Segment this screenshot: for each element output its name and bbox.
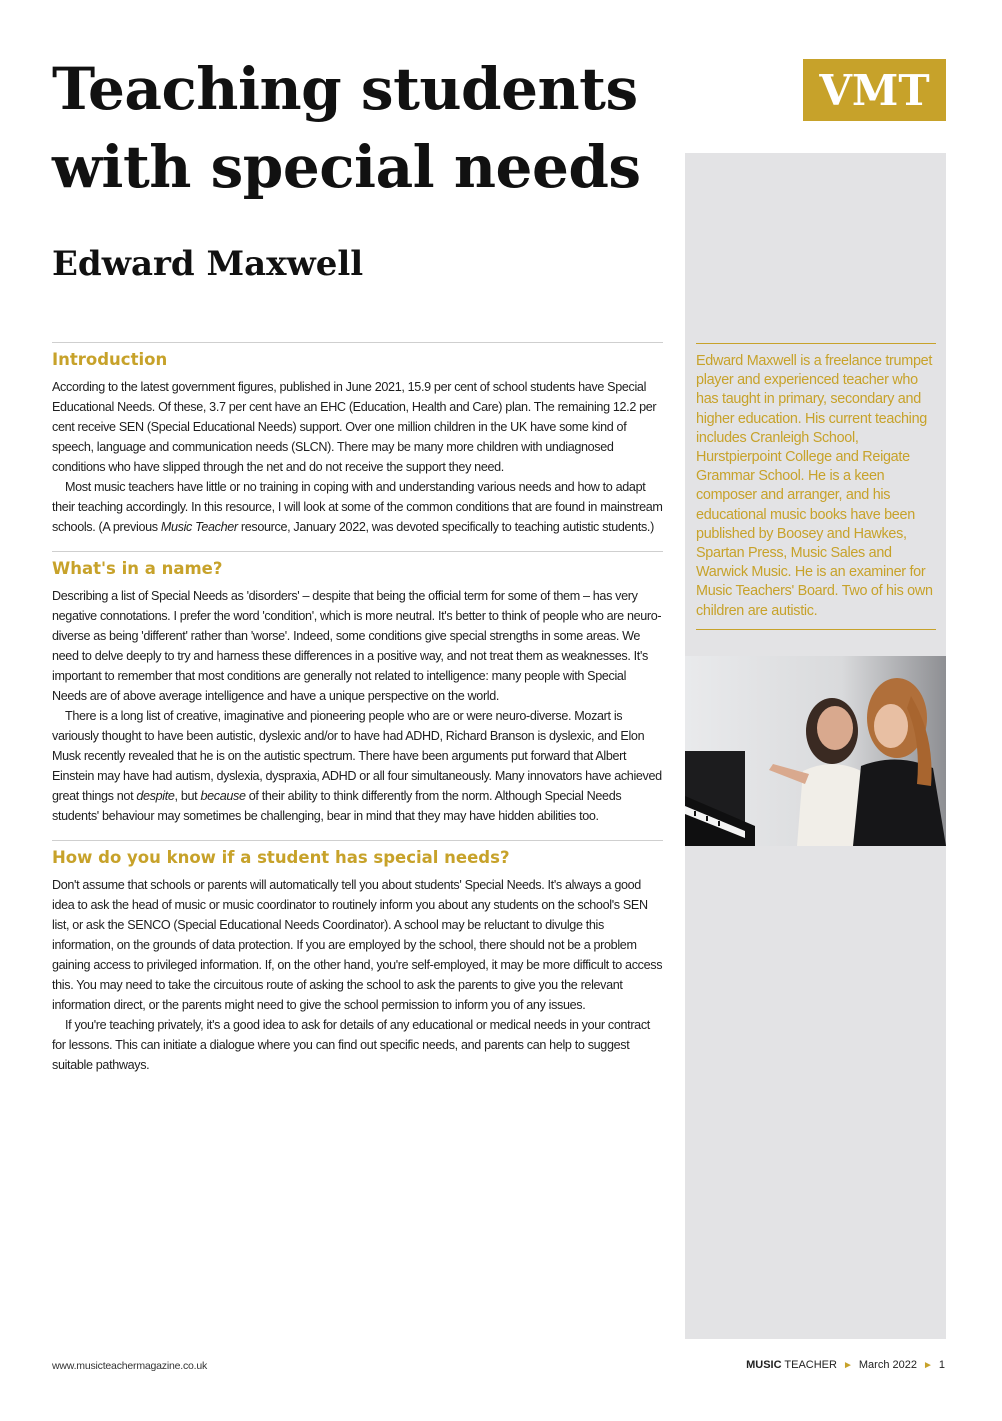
section-heading: Introduction: [52, 350, 168, 369]
section-heading: What's in a name?: [52, 559, 223, 578]
teacher-student-piano-photo: [685, 656, 946, 846]
paragraph: According to the latest government figures, published in June 2021, 15.9 per cent of school students have Special Educational Needs. Of these, 3.7 per cent have an EHC (Education, Health and Care) plan. The remaining 12.2 per cent receive SEN (Special Educational Needs) support. Over one million children in the UK have some kind of speech, language and communication needs (SLCN). There may be many more children with undiagnosed conditions who have slipped through the net and do not receive the support they need.: [52, 380, 657, 474]
vmt-logo: VMT: [803, 59, 946, 121]
section-whats-in-a-name: [52, 551, 663, 826]
author-name: Edward Maxwell: [52, 244, 364, 284]
footer-magazine-name: MUSIC TEACHER: [746, 1359, 837, 1371]
paragraph: There is a long list of creative, imaginative and pioneering people who are or were neuro-diverse. Mozart is variously thought to have been autistic, dyslexic and/or to have had ADHD, Richard Branson is dyslexic, and Elon Musk recently revealed that he is on the autistic spectrum. There have been arguments put forward that Albert Einstein may have had autism, dyslexia, dyspraxia, ADHD or all four simultaneously. Many innovators have achieved great things not despite, but because of their ability to think differently from the norm. Although Special Needs students' behaviour may sometimes be challenging, bear in mind that they may have hidden abilities too.: [52, 709, 662, 823]
article-body: [52, 342, 663, 1075]
section-heading: How do you know if a student has special needs?: [52, 848, 510, 867]
triangle-right-icon: ►: [842, 1359, 853, 1371]
author-bio: Edward Maxwell is a freelance trumpet player and experienced teacher who has taught in primary, secondary and higher education. His current teaching includes Cranleigh School, Hurstpierpoint College and Reigate Grammar School. He is a keen composer and arranger, and his educational music books have been published by Boosey and Hawkes, Spartan Press, Music Sales and Warwick Music. He is an examiner for Music Teachers' Board. Two of his own children are autistic.: [696, 343, 936, 630]
triangle-right-icon: ►: [922, 1359, 933, 1371]
paragraph: Describing a list of Special Needs as 'disorders' – despite that being the official term for some of them – has very negative connotations. I prefer the word 'condition', which is more neutral. It's better to think of people who are neuro-diverse as being 'different' rather than 'worse'. Indeed, some conditions give special strengths in some areas. We need to delve deeply to try and harness these differences in a positive way, and not treat them as weaknesses. It's important to remember that most conditions are generally not related to intelligence: many people with Special Needs are of above average intelligence and have a unique perspective on the world.: [52, 589, 662, 703]
article-title: Teaching students with special needs: [52, 55, 641, 201]
page-number: 1: [938, 1359, 945, 1371]
footer-url: www.musicteachermagazine.co.uk: [52, 1360, 208, 1372]
paragraph: Most music teachers have little or no training in coping with and understanding various needs and how to adapt their teaching accordingly. In this resource, I will look at some of the common conditions that are found in mainstream schools. (A previous Music Teacher resource, January 2022, was devoted specifically to teaching autistic students.): [52, 480, 663, 534]
paragraph: Don't assume that schools or parents will automatically tell you about students' Special Needs. It's always a good idea to ask the head of music or music coordinator to routinely inform you about any students on the school's SEN list, or ask the SENCO (Special Educational Needs Coordinator). A school may be reluctant to divulge this information, on the grounds of data protection. If you are employed by the school, there should not be a problem gaining access to privileged information. If, on the other hand, you're self-employed, it may be more difficult to access this. You may need to take the circuitous route of asking the school to ask the parents to give you the relevant information direct, or the parents might need to give the school permission to inform you of any issues.: [52, 878, 663, 1012]
paragraph: If you're teaching privately, it's a good idea to ask for details of any educational or medical needs in your contract for lessons. This can initiate a dialogue where you can find out specific needs, and parents can help to suggest suitable pathways.: [52, 1018, 650, 1072]
footer-date: March 2022: [858, 1359, 917, 1371]
section-how-do-you-know: [52, 840, 663, 1075]
footer-publication: [746, 1359, 945, 1371]
sidebar: [685, 153, 946, 1339]
section-introduction: [52, 342, 663, 537]
